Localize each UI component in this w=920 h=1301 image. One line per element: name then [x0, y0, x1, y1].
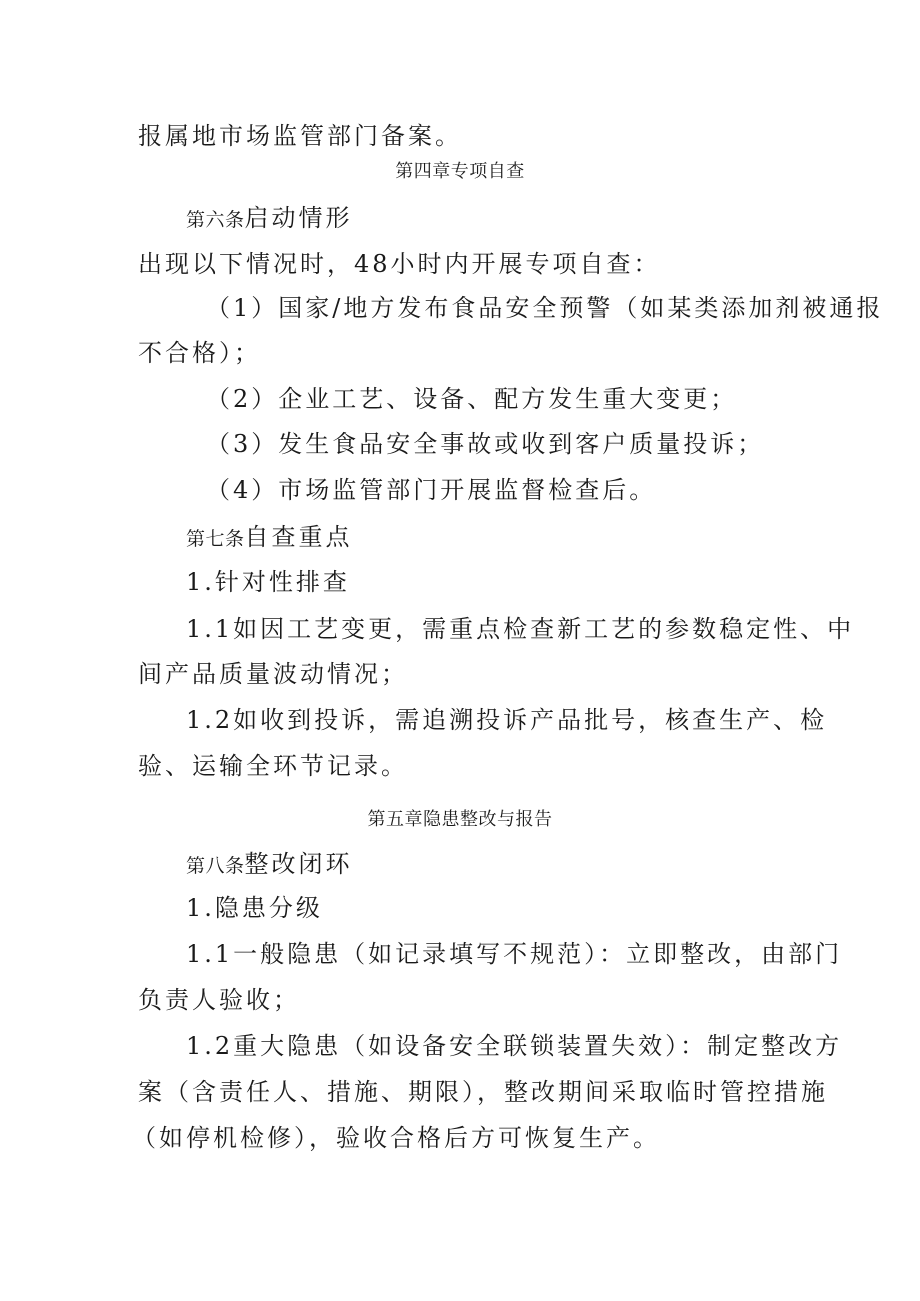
article-6-heading: [186, 202, 353, 236]
paragraph-line: （如停机检修），验收合格后方可恢复生产。: [132, 1124, 660, 1152]
article-8-number: 第八条: [186, 855, 245, 877]
article-7-title: 自查重点: [244, 523, 353, 551]
list-item: （3）发生食品安全事故或收到客户质量投诉；: [206, 430, 765, 458]
list-item: （1）国家/地方发布食品安全预警（如某类添加剂被通报: [206, 294, 884, 322]
paragraph-line: 间产品质量波动情况；: [138, 660, 408, 688]
paragraph-line: 1.1一般隐患（如记录填写不规范）：立即整改，由部门: [186, 940, 843, 968]
paragraph-line: 报属地市场监管部门备案。: [138, 122, 462, 150]
paragraph-line: 负责人验收；: [138, 986, 300, 1014]
sub-heading: 1.针对性排查: [186, 568, 350, 596]
paragraph-line: 1.2如收到投诉，需追溯投诉产品批号，核查生产、检: [186, 706, 828, 734]
paragraph-line: 1.1如因工艺变更，需重点检查新工艺的参数稳定性、中: [186, 615, 855, 643]
article-7-number: 第七条: [186, 528, 245, 550]
article-8-title: 整改闭环: [244, 850, 353, 878]
article-6-title: 启动情形: [244, 204, 353, 232]
list-item: （4）市场监管部门开展监督检查后。: [206, 476, 657, 504]
article-8-heading: [186, 848, 353, 882]
sub-heading: 1.隐患分级: [186, 894, 323, 922]
chapter-5-heading: 第五章隐患整改与报告: [367, 809, 553, 830]
paragraph-line: 1.2重大隐患（如设备安全联锁装置失效）：制定整改方: [186, 1032, 843, 1060]
chapter-4-heading: 第四章专项自查: [395, 161, 525, 182]
article-6-number: 第六条: [186, 209, 245, 231]
list-item-continuation: 不合格）；: [138, 339, 261, 367]
list-item: （2）企业工艺、设备、配方发生重大变更；: [206, 385, 738, 413]
paragraph-line: 验、运输全环节记录。: [138, 752, 408, 780]
paragraph-line: 出现以下情况时，48小时内开展专项自查：: [138, 250, 661, 278]
article-7-heading: [186, 521, 353, 555]
paragraph-line: 案（含责任人、措施、期限），整改期间采取临时管控措施: [138, 1078, 828, 1106]
